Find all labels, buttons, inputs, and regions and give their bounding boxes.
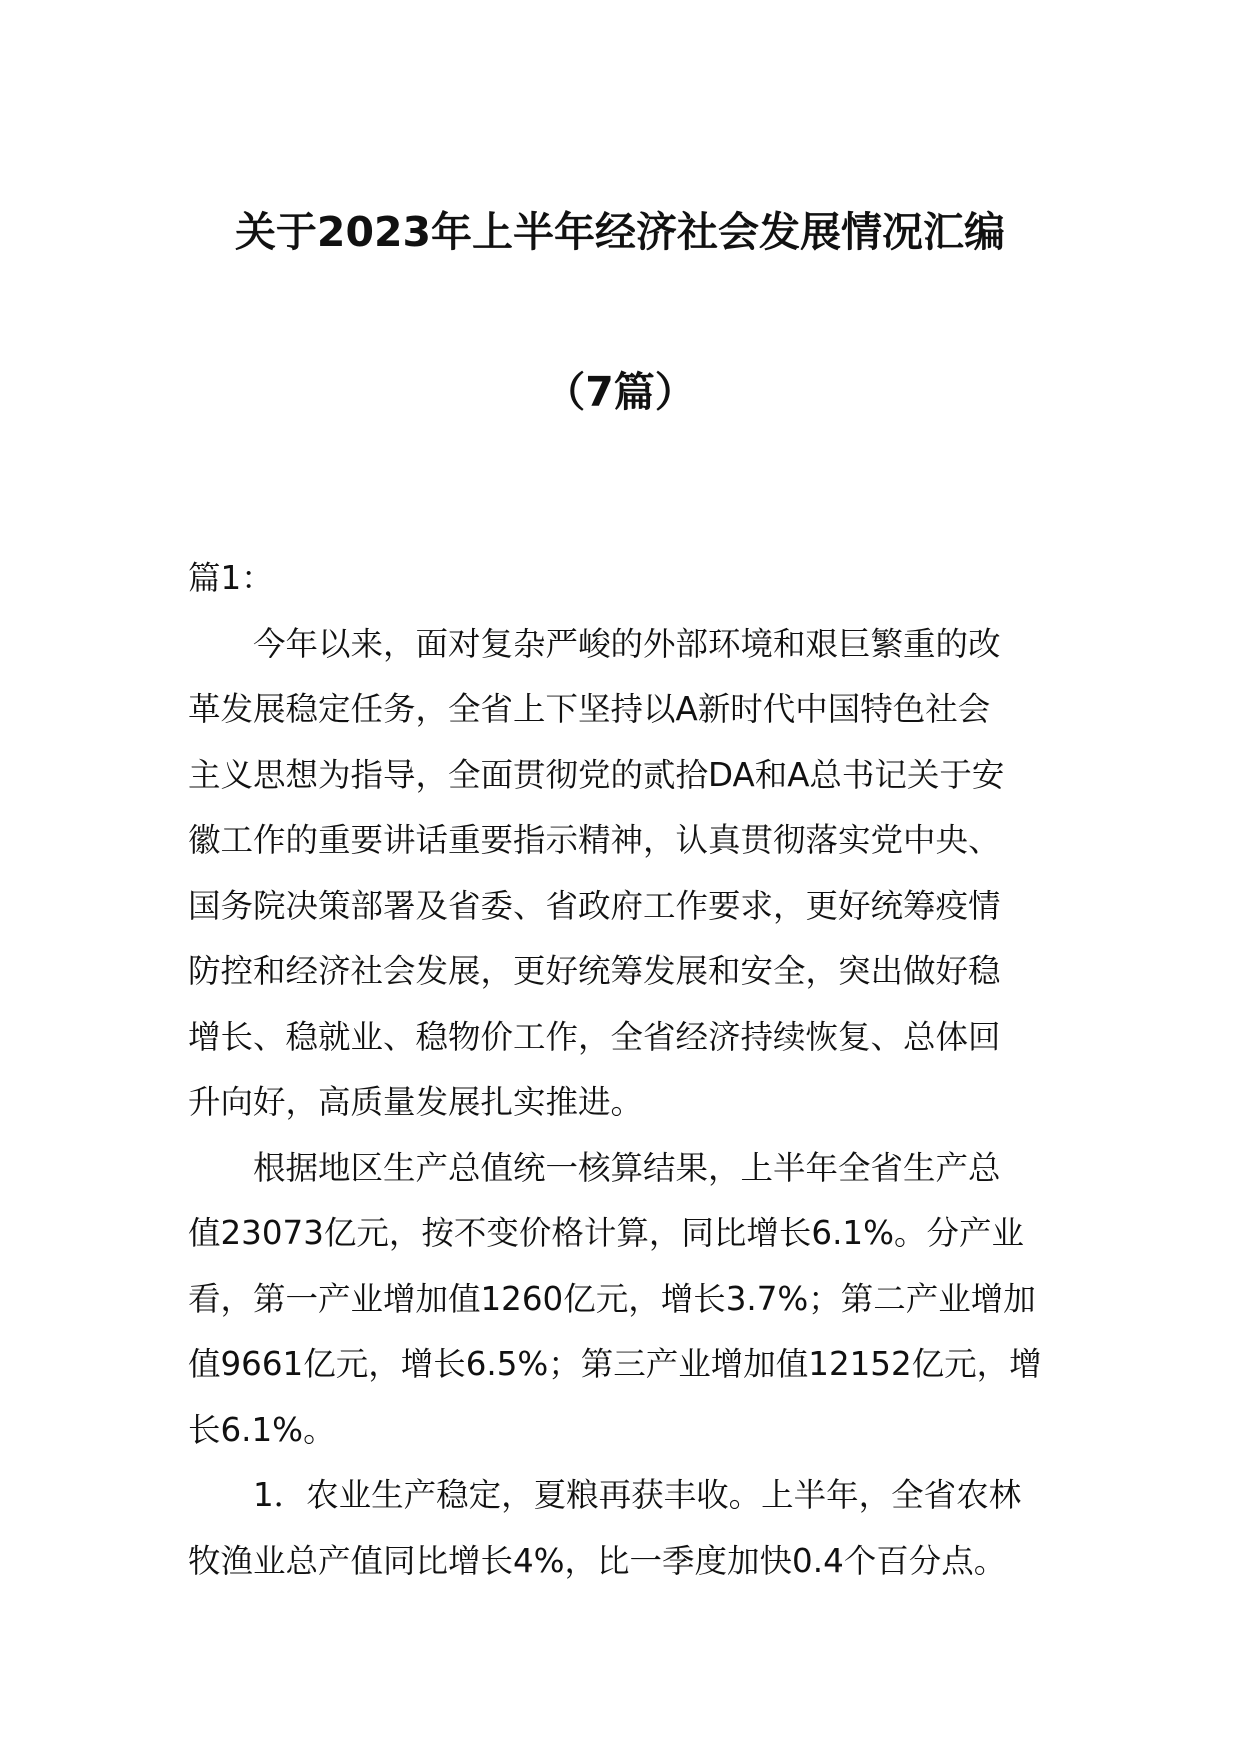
document-body: [188, 546, 1054, 1594]
paragraph-line: 国务院决策部署及省委、省政府工作要求，更好统筹疫情: [188, 886, 1001, 925]
paragraph-gdp: [188, 1136, 1054, 1464]
paragraph-agriculture: [188, 1463, 1054, 1594]
section-label: 篇1：: [188, 559, 274, 597]
document-subtitle: （7篇）: [544, 368, 696, 416]
paragraph-line: 革发展稳定任务，全省上下坚持以A新时代中国特色社会: [188, 690, 991, 728]
paragraph-line: 主义思想为指导，全面贯彻党的贰拾DA和A总书记关于安: [188, 755, 1005, 794]
paragraph-line: 看，第一产业增加值1260亿元，增长3.7%；第二产业增加: [188, 1279, 1036, 1318]
paragraph-line: 值23073亿元，按不变价格计算，同比增长6.1%。分产业: [188, 1214, 1024, 1252]
paragraph-line: 增长、稳就业、稳物价工作，全省经济持续恢复、总体回: [188, 1017, 1001, 1056]
paragraph-line: 防控和经济社会发展，更好统筹发展和安全，突出做好稳: [188, 952, 1001, 990]
paragraph-line: 升向好，高质量发展扎实推进。: [188, 1083, 644, 1121]
document-title: 关于2023年上半年经济社会发展情况汇编: [234, 208, 1006, 256]
paragraph-line: 牧渔业总产值同比增长4%，比一季度加快0.4个百分点。: [188, 1541, 1007, 1580]
paragraph-intro: [188, 612, 1054, 1136]
paragraph-line: 徽工作的重要讲话重要指示精神，认真贯彻落实党中央、: [188, 821, 1001, 859]
paragraph-line: 长6.1%。: [188, 1410, 336, 1449]
paragraph-line: 值9661亿元，增长6.5%；第三产业增加值12152亿元，增: [188, 1345, 1042, 1383]
paragraph-line: 今年以来，面对复杂严峻的外部环境和艰巨繁重的改: [253, 624, 1001, 663]
paragraph-line: 1．农业生产稳定，夏粮再获丰收。上半年，全省农林: [253, 1476, 1022, 1514]
paragraph-line: 根据地区生产总值统一核算结果，上半年全省生产总: [253, 1148, 1001, 1187]
